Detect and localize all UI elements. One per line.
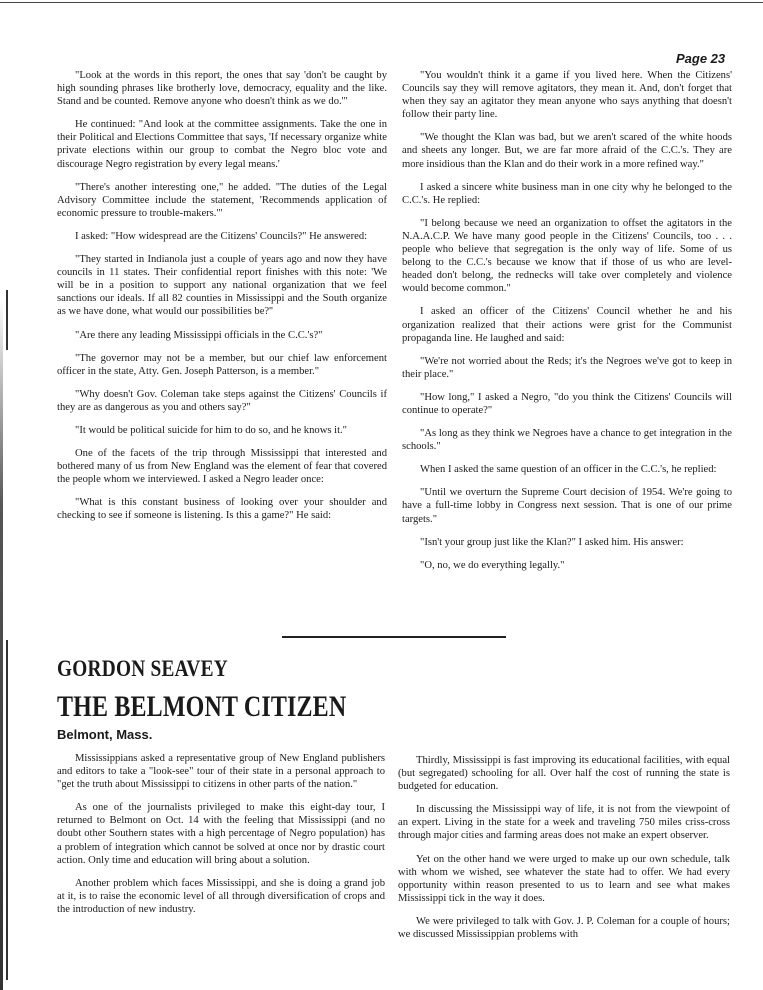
paragraph: "We thought the Klan was bad, but we aren't scared of the white hoods and sheets any longer. But, we are far more afraid of the C.C.'s. They are more insidious than the Klan and do their work in a more refined way." (402, 132, 732, 170)
page-number: Page 23 (676, 51, 726, 66)
top-rule (0, 2, 763, 3)
paragraph: "Look at the words in this report, the ones that say 'don't be caught by high sounding phrases like brotherly love, democracy, equality and the like. Stand and be counted. Remove anyone who doesn't think as we do.'" (57, 70, 387, 108)
paragraph: Yet on the other hand we were urged to make up our own schedule, talk with whom we wished, see whatever the state had to offer. We had every opportunity within reason presented to us to learn and see what makes Mississippi tick in the way it does. (398, 853, 730, 904)
paragraph: In discussing the Mississippi way of life, it is not from the viewpoint of an expert. Living in the state for a week and traveling 750 miles criss-cross through major cities and farming areas does not make an expert observer. (398, 804, 730, 842)
margin-mark (6, 640, 8, 980)
paragraph: "Why doesn't Gov. Coleman take steps against the Citizens' Councils if they are as dangerous as you and others say?" (57, 388, 387, 413)
left-column (57, 69, 387, 533)
paragraph: "They started in Indianola just a couple of years ago and now they have councils in 11 states. Their confidential report finishes with this note: 'We will be in a position to support any national organization that we feel sanctions our ideals. If all 82 counties in Mississippi and the South organize as we have done, what would our possibilities be?'' (57, 254, 387, 318)
paragraph: We were privileged to talk with Gov. J. P. Coleman for a couple of hours; we discussed Mississippian problems with (398, 915, 730, 941)
paragraph: "As long as they think we Negroes have a chance to get integration in the schools." (402, 428, 732, 453)
section-divider (282, 636, 506, 638)
paragraph: He continued: "And look at the committee assignments. Take the one in their Political and Elections Committee that says, 'If necessary organize white private elections within our group to combat the Negro bloc vote and discourage Negro registration by every legal means.' (57, 119, 387, 170)
paragraph: "I belong because we need an organization to offset the agitators in the N.A.A.C.P. We have many good people in the Citizens' Councils, too . . . people who believe that segregation is the only way of life. Some of us belong to the C.C.'s because we know that if those of us who are level-headed don't belong, the rednecks will take over completely and violence would become common." (402, 217, 732, 295)
article-right-column (398, 754, 730, 951)
margin-mark (6, 290, 8, 350)
paragraph: Another problem which faces Mississippi, and she is doing a grand job at it, is to raise the economic level of all through diversification of crops and the introduction of new industry. (57, 877, 385, 915)
paragraph: As one of the journalists privileged to make this eight-day tour, I returned to Belmont on Oct. 14 with the feeling that Mississippi (and no doubt other Southern states with a high percentage of Negro population) has a problem of integration which cannot be solved at once nor by drastic court action. Only time and education will bring about a solution. (57, 802, 385, 866)
paragraph: I asked an officer of the Citizens' Council whether he and his organization realized that their actions were grist for the Communist propaganda line. He laughed and said: (402, 306, 732, 344)
paragraph: "Until we overturn the Supreme Court decision of 1954. We're going to have a full-time lobby in Congress next session. That is one of our prime targets." (402, 487, 732, 525)
paragraph: I asked a sincere white business man in one city why he belonged to the C.C.'s. He replied: (402, 181, 732, 206)
paragraph: "Are there any leading Mississippi officials in the C.C.'s?" (75, 329, 323, 341)
paragraph: "The governor may not be a member, but our chief law enforcement officer in the state, Atty. Gen. Joseph Patterson, is a member." (57, 352, 387, 377)
right-column (402, 69, 732, 582)
page-edge-shadow (0, 300, 3, 990)
paragraph: "Isn't your group just like the Klan?" I asked him. His answer: (420, 536, 684, 548)
paragraph: I asked: "How widespread are the Citizens' Councils?" He answered: (75, 230, 368, 242)
paragraph: Thirdly, Mississippi is fast improving its educational facilities, with equal (but segregated) schooling for all. Over half the cost of running the state is budgeted for education. (398, 755, 730, 793)
publication-title: THE BELMONT CITIZEN (57, 690, 347, 723)
paragraph: One of the facets of the trip through Mississippi that interested and bothered many of us from New England was the element of fear that covered the people whom we interviewed. I asked a Negro leader once: (57, 448, 387, 486)
author-name: GORDON SEAVEY (57, 656, 228, 681)
paragraph: "What is this constant business of looking over your shoulder and checking to see if someone is listening. Is this a game?" He said: (57, 497, 387, 522)
paragraph: "O, no, we do everything legally." (420, 559, 565, 571)
paragraph: "How long," I asked a Negro, "do you think the Citizens' Councils will continue to operate?" (402, 391, 732, 416)
paragraph: "There's another interesting one," he added. "The duties of the Legal Advisory Committee include the statement, 'Recommends application of economic pressure to trouble-makers.'" (57, 181, 387, 219)
article-left-column (57, 752, 385, 926)
paragraph: Mississippians asked a representative group of New England publishers and editors to take a "look-see" tour of their state in a personal approach to "get the truth about Mississippi to citizens in other parts of the nation." (57, 753, 385, 791)
publication-location: Belmont, Mass. (57, 727, 153, 742)
paragraph: "We're not worried about the Reds; it's the Negroes we've got to keep in their place." (402, 355, 732, 380)
paragraph: "You wouldn't think it a game if you lived here. When the Citizens' Councils say they will remove agitators, they mean it. And, don't forget that when they say an agitator they mean anyone who says anything that doesn't follow their party line. (402, 70, 732, 121)
paragraph: "It would be political suicide for him to do so, and he knows it." (75, 424, 347, 436)
paragraph: When I asked the same question of an officer in the C.C.'s, he replied: (420, 464, 717, 476)
